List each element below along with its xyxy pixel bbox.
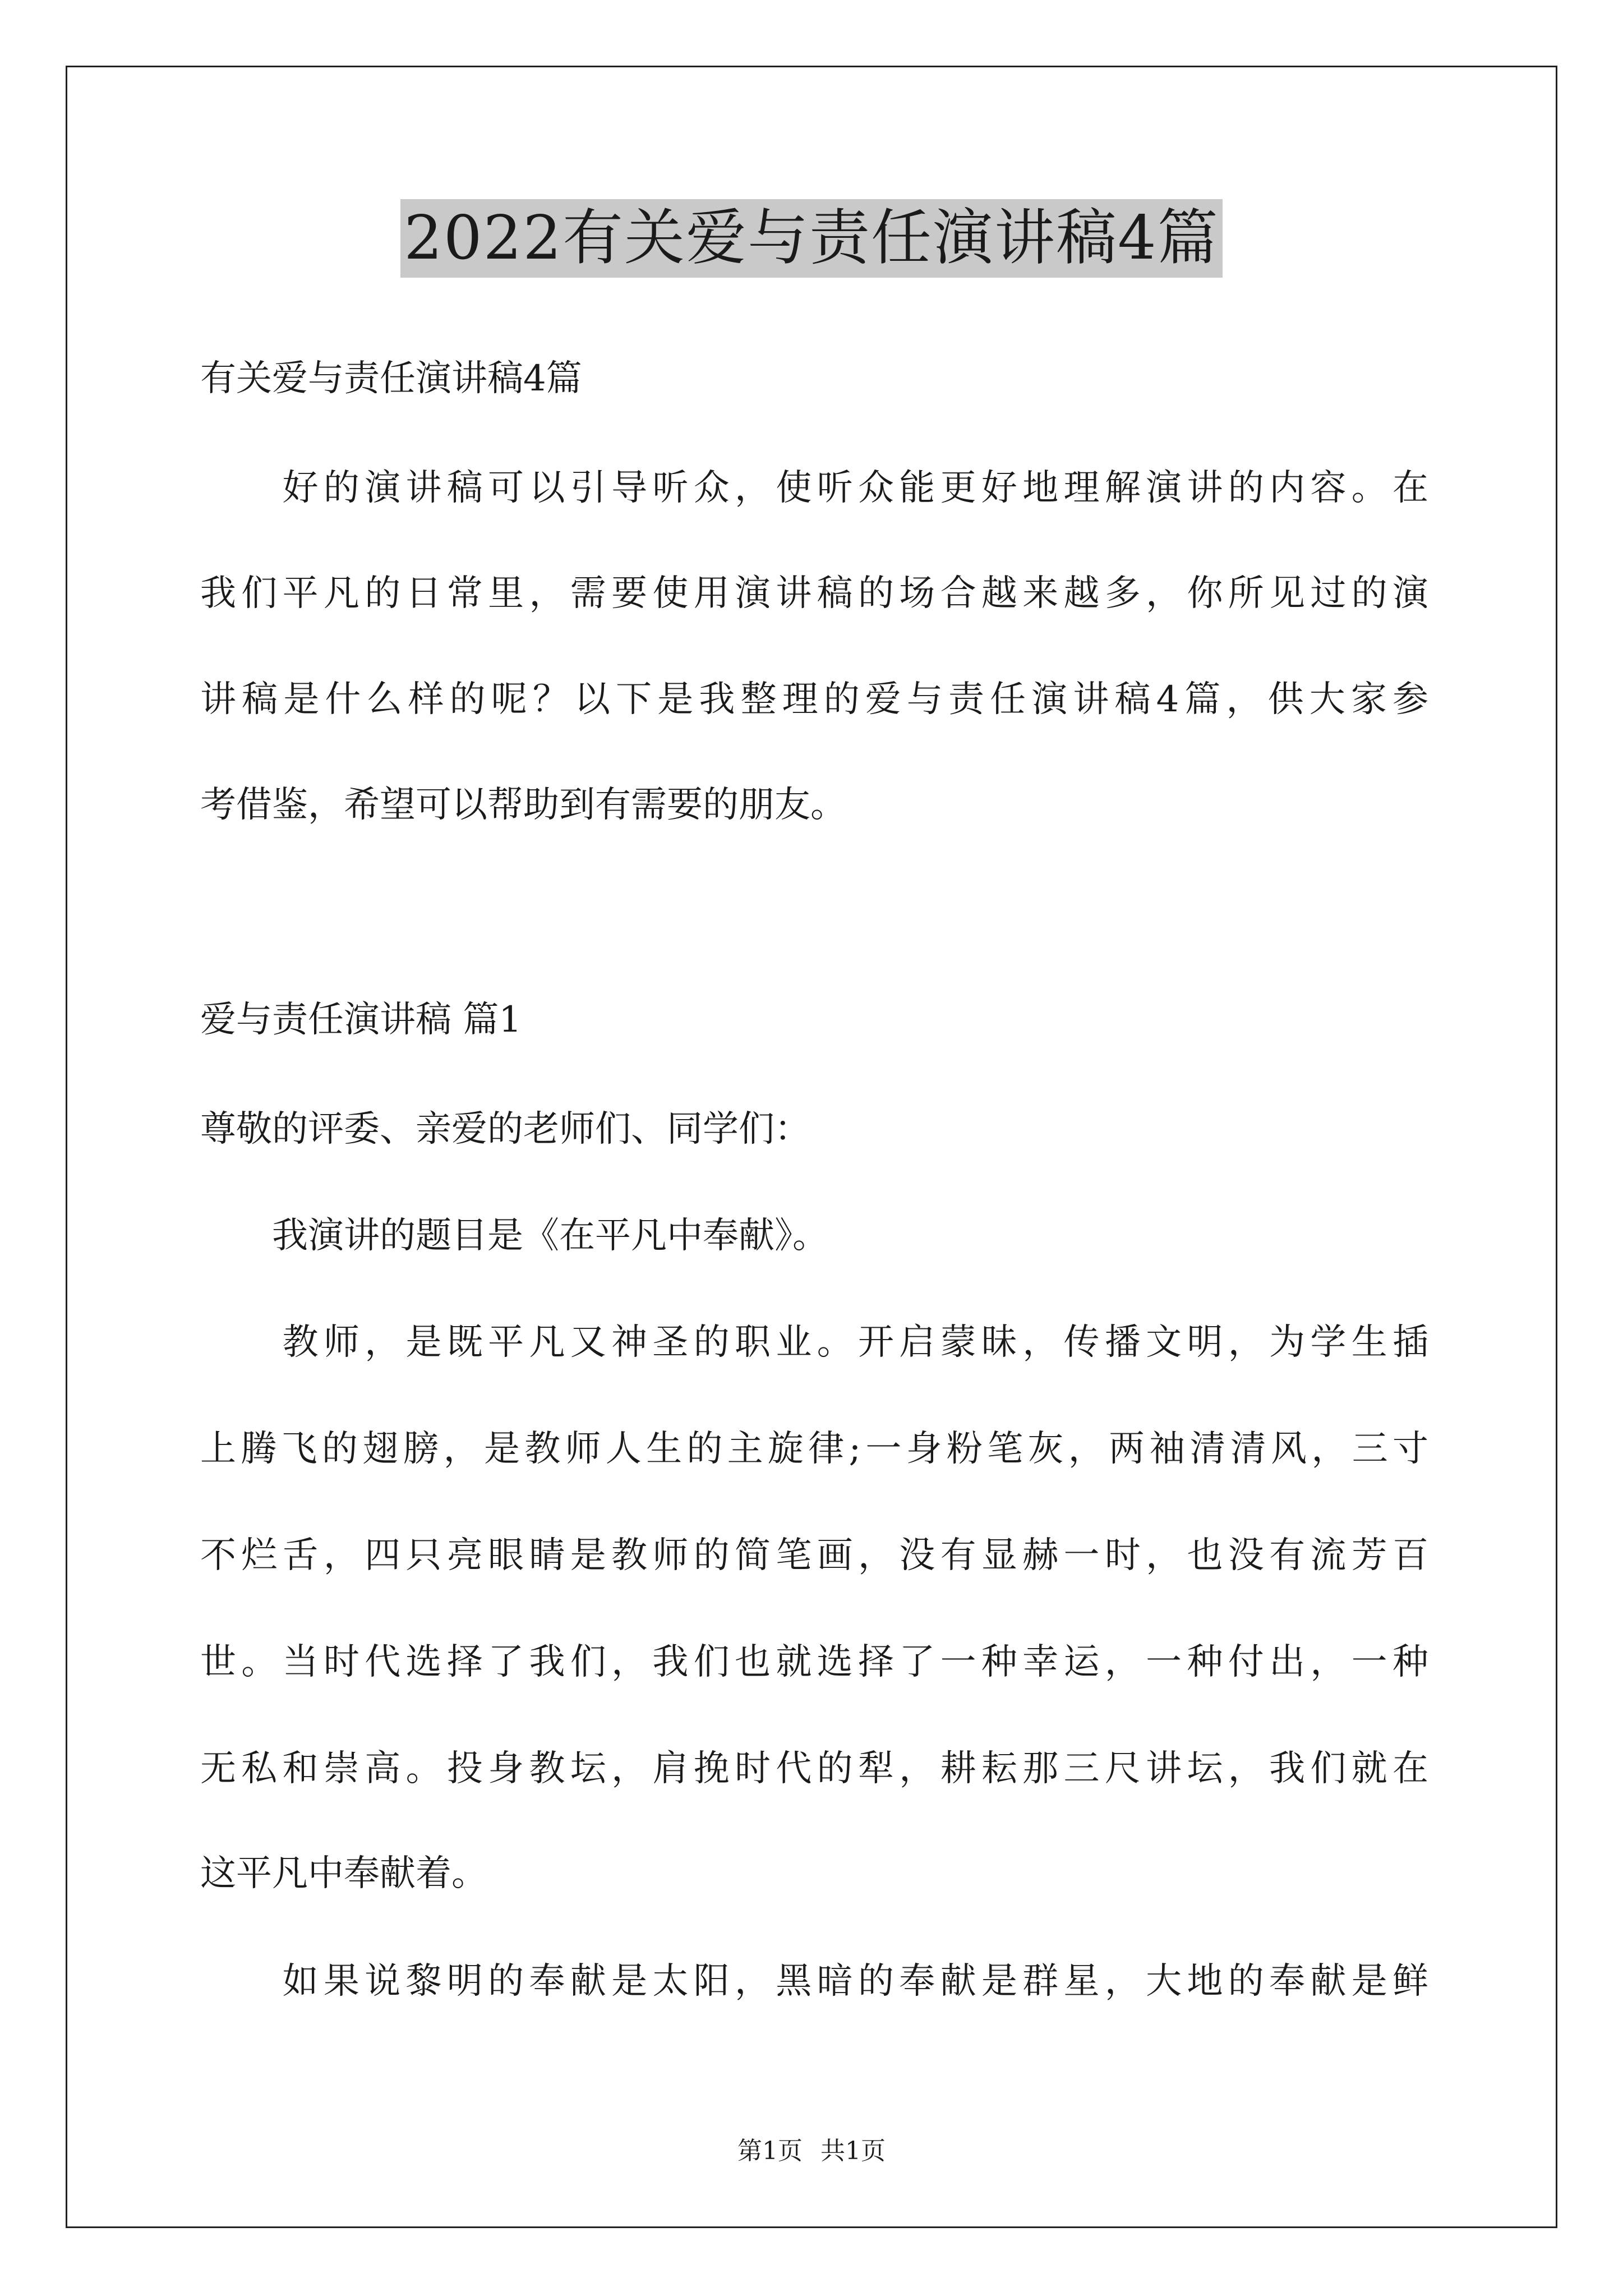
- paragraph-line: 不烂舌，四只亮眼睛是教师的简笔画，没有显赫一时，也没有流芳百: [200, 1535, 1428, 1576]
- paragraph-line: 教师，是既平凡又神圣的职业。开启蒙昧，传播文明，为学生插: [200, 1322, 1428, 1363]
- title-container: [0, 199, 1623, 278]
- paragraph-line: 世。当时代选择了我们，我们也就选择了一种幸运，一种付出，一种: [200, 1641, 1428, 1683]
- page-footer: [0, 2136, 1623, 2167]
- section-heading: 爱与责任演讲稿 篇1: [200, 999, 522, 1041]
- page-number: 第1页: [737, 2137, 803, 2165]
- paragraph-line: 讲稿是什么样的呢？以下是我整理的爱与责任演讲稿4篇，供大家参: [200, 679, 1428, 720]
- paragraph-line: 上腾飞的翅膀，是教师人生的主旋律;一身粉笔灰，两袖清清风，三寸: [200, 1428, 1428, 1470]
- paragraph-line: 我演讲的题目是《在平凡中奉献》。: [200, 1215, 828, 1257]
- paragraph-line: 我们平凡的日常里，需要使用演讲稿的场合越来越多，你所见过的演: [200, 573, 1428, 614]
- paragraph-line: 考借鉴，希望可以帮助到有需要的朋友。: [200, 784, 846, 826]
- paragraph-line: 如果说黎明的奉献是太阳，黑暗的奉献是群星，大地的奉献是鲜: [200, 1961, 1428, 2002]
- paragraph-line: 无私和崇高。投身教坛，肩挽时代的犁，耕耘那三尺讲坛，我们就在: [200, 1748, 1428, 1789]
- paragraph-line: 这平凡中奉献着。: [200, 1853, 487, 1894]
- document-title: 2022有关爱与责任演讲稿4篇: [400, 199, 1223, 278]
- salutation-line: 尊敬的评委、亲爱的老师们、同学们：: [200, 1108, 810, 1150]
- subtitle-line: 有关爱与责任演讲稿4篇: [200, 358, 582, 399]
- paragraph-line: 好的演讲稿可以引导听众，使听众能更好地理解演讲的内容。在: [200, 467, 1428, 509]
- page-total: 共1页: [820, 2137, 886, 2165]
